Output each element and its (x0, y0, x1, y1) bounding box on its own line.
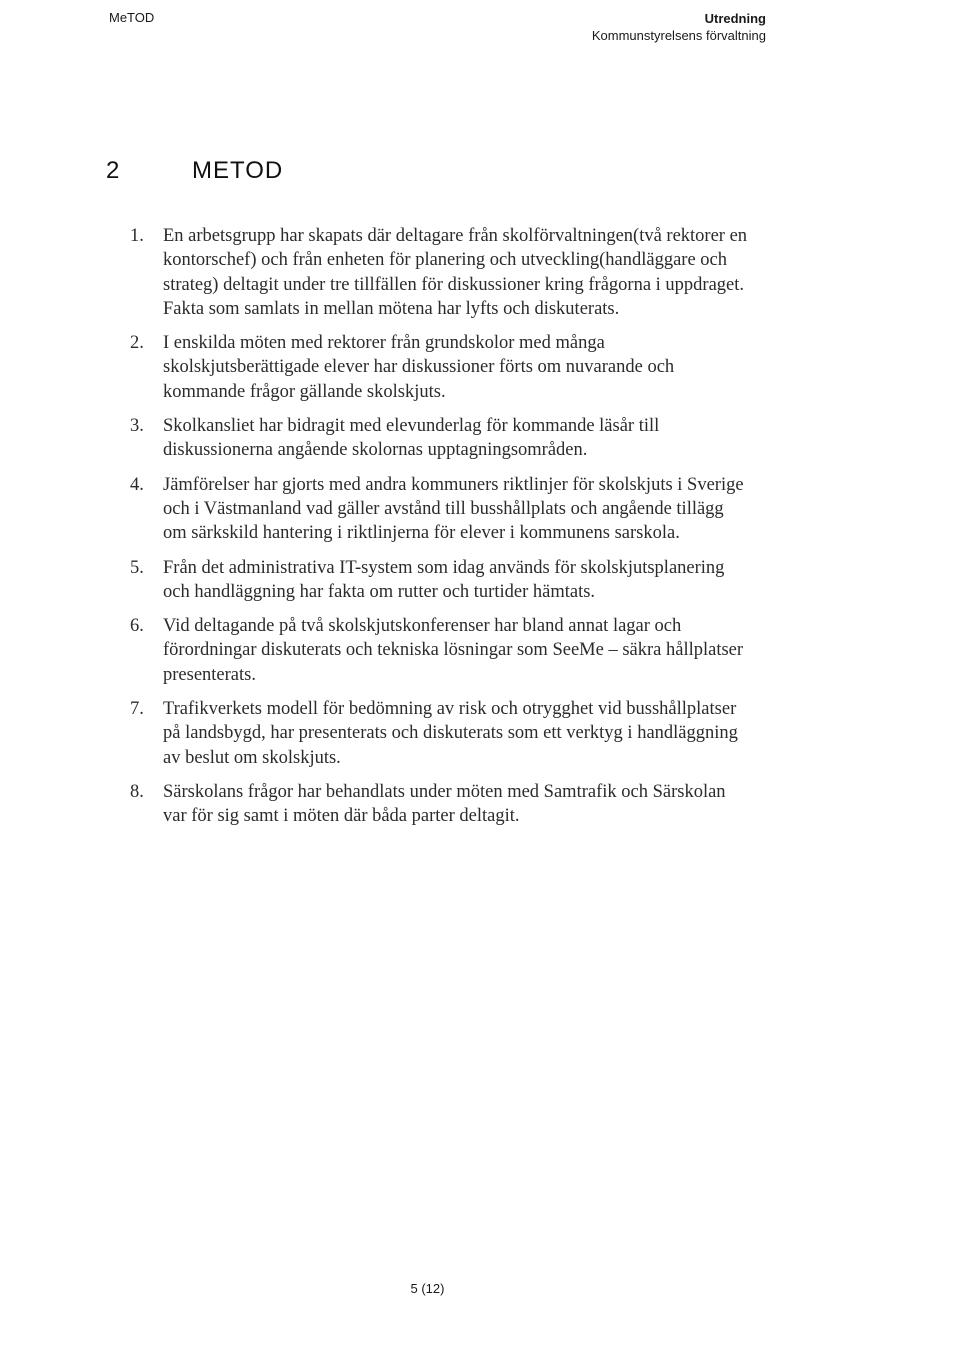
method-list (130, 224, 750, 839)
list-item-text: Skolkansliet har bidragit med elevunderlag för kommande läsår till diskussionerna angående skolornas upptagningsområden. (163, 416, 660, 461)
section-heading (106, 157, 283, 185)
list-item-number: 5. (130, 557, 144, 578)
list-item (130, 697, 750, 770)
list-item (130, 224, 750, 321)
list-item (130, 556, 750, 605)
list-item-number: 6. (130, 616, 144, 637)
list-item-text: Vid deltagande på två skolskjutskonferenser har bland annat lagar och förordningar diskuterats och tekniska lösningar som SeeMe – säkra hållplatser presenterats. (163, 616, 744, 685)
list-item (130, 414, 750, 463)
list-item-number: 2. (130, 333, 144, 354)
header-document-type: Utredning (704, 11, 766, 26)
page-number: 5 (12) (410, 1281, 445, 1296)
list-item-text: Jämförelser har gjorts med andra kommuners riktlinjer för skolskjuts i Sverige och i Västmanland vad gäller avstånd till busshållplats och angående tillägg om särkskild hantering i riktlinjerna för elever i kommunens sarskola. (163, 474, 744, 544)
list-item-number: 8. (130, 781, 144, 802)
header-running-title: MeTOD (109, 10, 155, 25)
list-item-text: En arbetsgrupp har skapats där deltagare från skolförvaltningen(två rektorer en kontorschef) och från enheten för planering och utveckling(handläggare och strateg) deltagit under tre tillfällen för diskussioner kring frågorna i uppdraget. Fakta som samlats in mellan mötena har lyfts och diskuterats. (163, 226, 748, 319)
list-item-number: 7. (130, 699, 144, 720)
list-item (130, 780, 750, 829)
header-meta (592, 10, 766, 44)
section-title: METOD (192, 157, 284, 184)
list-item-text: Trafikverkets modell för bedömning av risk och otrygghet vid busshållplatser på landsbygd, har presenterats och diskuterats som ett verktyg i handläggning av beslut om skolskjuts. (163, 699, 738, 768)
list-item (130, 331, 750, 404)
list-item-text: Särskolans frågor har behandlats under möten med Samtrafik och Särskolan var för sig samt i möten där båda parter deltagit. (163, 781, 726, 827)
list-item-number: 1. (130, 226, 144, 246)
header-department: Kommunstyrelsens förvaltning (591, 28, 766, 43)
list-item-text: Från det administrativa IT-system som idag används för skolskjutsplanering och handläggning har fakta om rutter och turtider hämtats. (163, 557, 725, 602)
list-item (130, 614, 750, 687)
section-number: 2 (106, 157, 121, 184)
list-item-number: 3. (130, 416, 144, 437)
list-item (130, 473, 750, 546)
list-item-number: 4. (130, 474, 144, 495)
list-item-text: I enskilda möten med rektorer från grundskolor med många skolskjutsberättigade elever har diskussioner förts om nuvarande och kommande frågor gällande skolskjuts. (163, 333, 675, 402)
